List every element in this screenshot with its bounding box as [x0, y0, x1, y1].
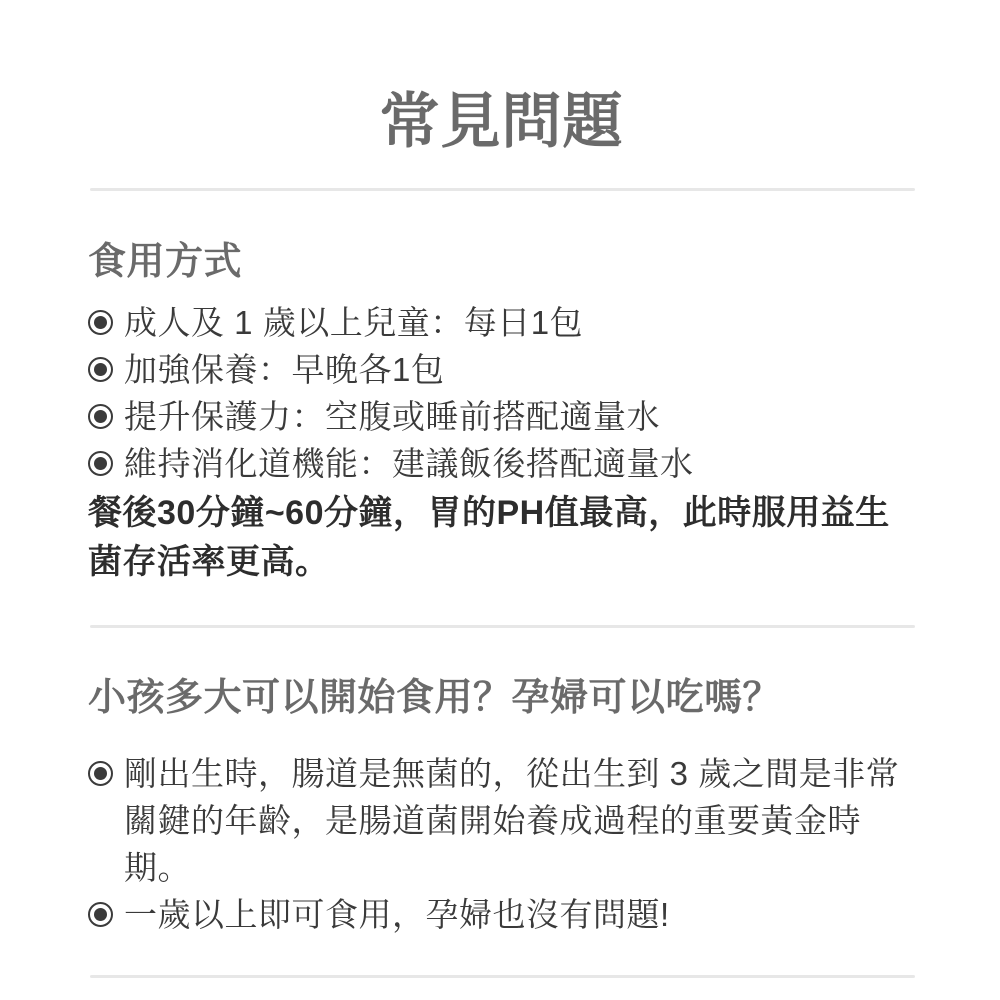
age-bullet-list: [88, 750, 915, 938]
divider: [90, 975, 915, 978]
list-item: [88, 346, 915, 393]
section-usage: [88, 239, 915, 587]
bullet-text: 剛出生時，腸道是無菌的，從出生到 3 歲之間是非常關鍵的年齡，是腸道菌開始養成過程的重要黃金時期。: [124, 755, 900, 886]
divider: [90, 188, 915, 191]
fisheye-bullet-icon: [88, 902, 113, 927]
page-title: 常見問題: [379, 88, 624, 155]
fisheye-bullet-icon: [88, 404, 113, 429]
fisheye-bullet-icon: [88, 761, 113, 786]
list-item: [88, 440, 915, 487]
bullet-text: 維持消化道機能：建議飯後搭配適量水: [124, 445, 694, 482]
fisheye-bullet-icon: [88, 357, 113, 382]
bullet-text: 提升保護力：空腹或睡前搭配適量水: [124, 398, 660, 435]
list-item: [88, 393, 915, 440]
fisheye-bullet-icon: [88, 310, 113, 335]
list-item: [88, 299, 915, 346]
bullet-text: 加強保養：早晚各1包: [124, 351, 445, 388]
divider: [90, 625, 915, 628]
note-paragraph: 餐後30分鐘~60分鐘，胃的PH值最高，此時服用益生菌存活率更高。: [88, 494, 890, 581]
section-heading-age-pregnancy: 小孩多大可以開始食用？孕婦可以吃嗎？: [88, 677, 782, 719]
bullet-text: 一歲以上即可食用，孕婦也沒有問題!: [124, 896, 670, 933]
section-age-pregnancy: [88, 675, 915, 938]
bullet-text: 成人及 1 歲以上兒童：每日1包: [124, 304, 584, 341]
usage-bullet-list: [88, 299, 915, 487]
list-item: [88, 750, 915, 891]
section-heading-usage: 食用方式: [88, 241, 243, 283]
fisheye-bullet-icon: [88, 451, 113, 476]
list-item: [88, 891, 915, 938]
